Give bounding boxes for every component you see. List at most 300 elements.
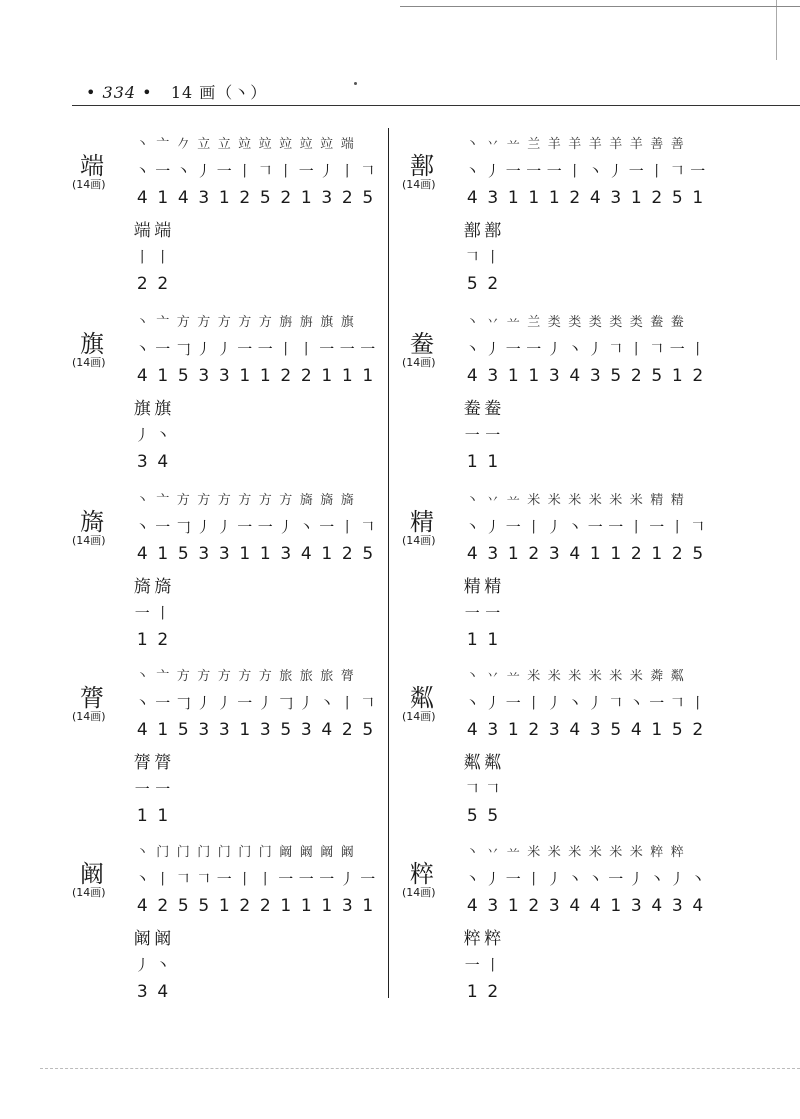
stroke-form-row xyxy=(132,306,378,334)
stroke-number-cell: 2 xyxy=(280,366,292,386)
stroke-number-cell: 1 xyxy=(507,188,519,208)
stroke-cell: 丿 xyxy=(216,517,232,536)
stroke-form-cell: 米 xyxy=(568,492,582,508)
stroke-number-cell: 3 xyxy=(218,720,230,740)
stroke-number-cell: 3 xyxy=(341,896,353,916)
stroke-cell: 𠃌 xyxy=(278,693,294,712)
stroke-number-cell: 5 xyxy=(198,896,210,916)
stroke-form-cell: 方 xyxy=(238,314,252,330)
stroke-order-continuation xyxy=(132,570,173,654)
stroke-form-cell: 丷 xyxy=(486,668,500,684)
stroke-number-cell: 3 xyxy=(487,544,499,564)
stroke-cell: 丨 xyxy=(669,517,685,536)
tail-form-cell: 旖 xyxy=(133,576,151,597)
stroke-number-cell: 2 xyxy=(692,366,704,386)
tail-form-row xyxy=(132,570,173,598)
stroke-number-cell: 2 xyxy=(239,188,251,208)
tail-stroke-row xyxy=(462,774,503,802)
stroke-form-cell: 旃 xyxy=(279,314,293,330)
stroke-number-cell: 3 xyxy=(487,188,499,208)
tail-stroke-cell: 一 xyxy=(464,955,480,974)
stroke-row xyxy=(132,688,378,716)
stroke-cell: 𠃍 xyxy=(360,161,376,180)
stroke-cell: 丨 xyxy=(526,517,542,536)
stroke-number-cell: 1 xyxy=(610,896,622,916)
stroke-number-cell: 1 xyxy=(239,720,251,740)
stroke-number-cell: 5 xyxy=(362,720,374,740)
stroke-cell: 一 xyxy=(649,693,665,712)
stroke-row xyxy=(462,512,708,540)
stroke-cell: 一 xyxy=(155,161,171,180)
stroke-form-cell: 丶 xyxy=(135,668,149,684)
stroke-cell: 一 xyxy=(237,517,253,536)
stroke-cell: 丨 xyxy=(237,161,253,180)
stroke-cell: 一 xyxy=(216,869,232,888)
stroke-number-cell: 1 xyxy=(362,366,374,386)
stroke-form-cell: 米 xyxy=(609,492,623,508)
tail-stroke-cell: 一 xyxy=(155,779,171,798)
stroke-number-cell: 5 xyxy=(362,188,374,208)
stroke-order-grid xyxy=(462,836,708,920)
tail-number-row xyxy=(132,626,173,654)
stroke-form-cell: 旅 xyxy=(320,668,334,684)
stroke-cell: 𠃍 xyxy=(608,693,624,712)
stroke-form-cell: 鲞 xyxy=(650,314,664,330)
stroke-form-cell: 竝 xyxy=(320,136,334,152)
stroke-order-grid xyxy=(462,660,708,744)
tail-form-row xyxy=(462,570,503,598)
tail-number-row xyxy=(132,270,173,298)
tail-number-cell: 2 xyxy=(487,274,499,294)
stroke-form-cell: 亠 xyxy=(156,492,170,508)
stroke-cell: 丿 xyxy=(628,869,644,888)
stroke-form-cell: 米 xyxy=(547,492,561,508)
tail-form-cell: 膂 xyxy=(133,752,151,773)
stroke-form-cell: 竝 xyxy=(299,136,313,152)
tail-form-cell: 端 xyxy=(133,220,151,241)
stroke-number-cell: 2 xyxy=(341,544,353,564)
stroke-cell: 丿 xyxy=(196,339,212,358)
stroke-number-cell: 3 xyxy=(671,896,683,916)
stroke-cell: 𠃍 xyxy=(360,693,376,712)
stroke-form-cell: 立 xyxy=(217,136,231,152)
stroke-row xyxy=(132,512,378,540)
stroke-form-cell: 膂 xyxy=(340,668,354,684)
stroke-form-row xyxy=(132,660,378,688)
stroke-number-cell: 1 xyxy=(239,366,251,386)
stroke-cell: 丶 xyxy=(319,693,335,712)
stroke-number-cell: 1 xyxy=(630,188,642,208)
char-entry xyxy=(72,660,382,830)
section-title: 14 画（丶） xyxy=(170,83,268,102)
tail-form-cell: 精 xyxy=(463,576,481,597)
scan-edge-line xyxy=(776,0,777,60)
stroke-form-cell: 竝 xyxy=(258,136,272,152)
stroke-cell: 一 xyxy=(587,517,603,536)
stroke-number-cell: 3 xyxy=(198,544,210,564)
char-entry xyxy=(402,484,712,654)
stroke-number-cell: 1 xyxy=(362,896,374,916)
stroke-cell: 丿 xyxy=(216,693,232,712)
stroke-form-cell: 粹 xyxy=(670,844,684,860)
stroke-row xyxy=(132,156,378,184)
stroke-cell: 𠃍 xyxy=(257,161,273,180)
stroke-form-cell: 门 xyxy=(258,844,272,860)
stroke-count-tag: (14画) xyxy=(72,886,106,899)
stroke-number-row xyxy=(132,540,378,568)
stroke-cell: 丿 xyxy=(216,339,232,358)
stroke-form-cell: 𠂊 xyxy=(176,136,190,152)
stroke-form-cell: 丶 xyxy=(465,844,479,860)
stroke-cell: 𠃍 xyxy=(608,339,624,358)
stroke-form-cell: 米 xyxy=(547,668,561,684)
stroke-cell: 一 xyxy=(319,517,335,536)
tail-form-row xyxy=(132,922,173,950)
stroke-number-cell: 1 xyxy=(157,544,169,564)
stroke-form-cell: 米 xyxy=(547,844,561,860)
stroke-cell: 丿 xyxy=(196,693,212,712)
page-header xyxy=(86,80,267,103)
stroke-form-cell: 门 xyxy=(217,844,231,860)
stroke-form-cell: 兰 xyxy=(527,136,541,152)
stroke-number-cell: 2 xyxy=(651,188,663,208)
stroke-cell: 一 xyxy=(237,339,253,358)
stroke-number-cell: 1 xyxy=(507,544,519,564)
stroke-number-cell: 1 xyxy=(157,188,169,208)
stroke-number-cell: 4 xyxy=(466,720,478,740)
stroke-form-cell: 竝 xyxy=(238,136,252,152)
stroke-form-cell: 方 xyxy=(258,492,272,508)
stroke-form-cell: 米 xyxy=(609,668,623,684)
tail-form-row xyxy=(462,746,503,774)
stroke-form-cell: 粹 xyxy=(650,844,664,860)
stroke-number-cell: 3 xyxy=(218,544,230,564)
stroke-cell: 丿 xyxy=(608,161,624,180)
stroke-order-grid xyxy=(132,660,378,744)
stroke-cell: 丶 xyxy=(134,517,150,536)
tail-form-row xyxy=(132,746,173,774)
stroke-form-cell: 方 xyxy=(238,668,252,684)
stroke-form-cell: 旖 xyxy=(340,492,354,508)
stroke-order-grid xyxy=(462,484,708,568)
stroke-cell: 𠃍 xyxy=(175,869,191,888)
stroke-cell: 一 xyxy=(257,339,273,358)
stroke-number-cell: 3 xyxy=(198,720,210,740)
stroke-cell: 丨 xyxy=(339,693,355,712)
stroke-form-cell: 门 xyxy=(156,844,170,860)
stroke-order-continuation xyxy=(462,746,503,830)
stroke-cell: 丨 xyxy=(628,339,644,358)
stroke-cell: 一 xyxy=(546,161,562,180)
entry-character: 精 xyxy=(410,508,434,536)
stroke-number-row xyxy=(132,892,378,920)
stroke-cell: 一 xyxy=(298,869,314,888)
stroke-form-cell: 方 xyxy=(197,668,211,684)
tail-stroke-cell: 一 xyxy=(485,425,501,444)
stroke-form-cell: 类 xyxy=(547,314,561,330)
tail-number-cell: 2 xyxy=(487,982,499,1002)
stroke-number-cell: 3 xyxy=(548,544,560,564)
stroke-cell: 一 xyxy=(649,517,665,536)
tail-number-row xyxy=(132,802,173,830)
stroke-number-cell: 3 xyxy=(198,188,210,208)
stroke-number-cell: 4 xyxy=(589,896,601,916)
stroke-form-cell: 米 xyxy=(568,668,582,684)
stroke-row xyxy=(462,156,708,184)
column-divider xyxy=(388,128,389,998)
stroke-cell: 丶 xyxy=(134,339,150,358)
stroke-number-cell: 1 xyxy=(259,366,271,386)
stroke-number-cell: 1 xyxy=(321,896,333,916)
stroke-order-grid xyxy=(462,128,708,212)
tail-form-cell: 精 xyxy=(484,576,502,597)
stroke-cell: 一 xyxy=(608,869,624,888)
stroke-form-cell: 旅 xyxy=(299,668,313,684)
stroke-form-cell: 丶 xyxy=(135,314,149,330)
stroke-cell: 丶 xyxy=(464,693,480,712)
tail-number-cell: 5 xyxy=(487,806,499,826)
stroke-order-continuation xyxy=(462,214,503,298)
tail-number-row xyxy=(462,448,503,476)
stroke-number-cell: 3 xyxy=(589,720,601,740)
stroke-cell: 丶 xyxy=(587,161,603,180)
stroke-form-cell: 旅 xyxy=(279,668,293,684)
tail-number-cell: 1 xyxy=(487,630,499,650)
stroke-number-cell: 2 xyxy=(630,366,642,386)
top-rule xyxy=(400,6,800,7)
tail-form-cell: 鲞 xyxy=(484,398,502,419)
stroke-cell: 丿 xyxy=(319,161,335,180)
stroke-cell: 丨 xyxy=(649,161,665,180)
tail-stroke-row xyxy=(132,598,173,626)
stroke-form-cell: 䒑 xyxy=(506,136,520,152)
stroke-number-cell: 1 xyxy=(671,366,683,386)
stroke-form-cell: 类 xyxy=(588,314,602,330)
stroke-form-cell: 方 xyxy=(279,492,293,508)
stroke-cell: 丿 xyxy=(587,693,603,712)
stroke-form-cell: 方 xyxy=(217,668,231,684)
stroke-cell: 一 xyxy=(690,161,706,180)
tail-form-row xyxy=(462,392,503,420)
stroke-cell: 丶 xyxy=(298,517,314,536)
stroke-cell: 𠃍 xyxy=(360,517,376,536)
stroke-number-cell: 5 xyxy=(610,366,622,386)
stroke-cell: 一 xyxy=(505,517,521,536)
stroke-form-cell: 丷 xyxy=(486,492,500,508)
stroke-cell: 一 xyxy=(505,339,521,358)
stroke-cell: 𠃍 xyxy=(649,339,665,358)
stroke-number-cell: 5 xyxy=(692,544,704,564)
stroke-number-cell: 3 xyxy=(198,366,210,386)
char-entry xyxy=(402,128,712,298)
tail-form-cell: 膂 xyxy=(154,752,172,773)
stroke-number-cell: 1 xyxy=(507,896,519,916)
stroke-form-cell: 旗 xyxy=(340,314,354,330)
stroke-number-cell: 2 xyxy=(528,720,540,740)
stroke-form-cell: 丶 xyxy=(465,492,479,508)
tail-form-cell: 旗 xyxy=(154,398,172,419)
tail-number-row xyxy=(132,978,173,1006)
stroke-form-cell: 亠 xyxy=(156,314,170,330)
tail-stroke-row xyxy=(462,950,503,978)
stroke-number-cell: 3 xyxy=(487,720,499,740)
stroke-number-cell: 4 xyxy=(136,896,148,916)
stroke-form-cell: 丶 xyxy=(465,668,479,684)
tail-stroke-cell: 一 xyxy=(464,425,480,444)
stroke-order-continuation xyxy=(462,570,503,654)
stroke-cell: 一 xyxy=(319,869,335,888)
stroke-count-tag: (14画) xyxy=(402,886,436,899)
entry-character: 鄯 xyxy=(410,152,434,180)
stroke-number-cell: 2 xyxy=(239,896,251,916)
stroke-number-cell: 3 xyxy=(259,720,271,740)
stroke-number-cell: 2 xyxy=(569,188,581,208)
stroke-cell: 丶 xyxy=(464,161,480,180)
stroke-order-grid xyxy=(462,306,708,390)
stroke-number-cell: 2 xyxy=(671,544,683,564)
stroke-number-cell: 4 xyxy=(569,366,581,386)
bottom-rule xyxy=(40,1068,800,1069)
stroke-form-cell: 米 xyxy=(527,492,541,508)
stroke-order-continuation xyxy=(462,392,503,476)
entry-character: 粹 xyxy=(410,860,434,888)
stroke-form-cell: 米 xyxy=(609,844,623,860)
tail-stroke-row xyxy=(462,242,503,270)
stroke-number-cell: 4 xyxy=(569,720,581,740)
stroke-form-cell: 方 xyxy=(176,668,190,684)
stroke-number-cell: 5 xyxy=(671,720,683,740)
stroke-number-cell: 1 xyxy=(321,366,333,386)
stroke-form-cell: 粼 xyxy=(670,668,684,684)
stroke-order-grid xyxy=(132,128,378,212)
stroke-order-continuation xyxy=(132,746,173,830)
tail-stroke-cell: 丨 xyxy=(155,603,171,622)
char-entry xyxy=(72,306,382,476)
stroke-cell: 一 xyxy=(155,693,171,712)
tail-number-cell: 4 xyxy=(157,982,169,1002)
stroke-form-cell: 方 xyxy=(258,314,272,330)
stroke-number-cell: 3 xyxy=(630,896,642,916)
stroke-cell: 一 xyxy=(278,869,294,888)
stroke-cell: 丨 xyxy=(526,869,542,888)
stroke-count-tag: (14画) xyxy=(402,534,436,547)
tail-number-row xyxy=(462,626,503,654)
stroke-form-row xyxy=(462,660,708,688)
stroke-order-continuation xyxy=(462,922,503,1006)
stroke-number-cell: 1 xyxy=(610,544,622,564)
stroke-form-cell: 䒑 xyxy=(506,314,520,330)
stroke-cell: 丶 xyxy=(690,869,706,888)
stroke-cell: 丨 xyxy=(339,161,355,180)
tail-form-cell: 端 xyxy=(154,220,172,241)
stroke-form-cell: 方 xyxy=(238,492,252,508)
stroke-number-cell: 1 xyxy=(157,366,169,386)
stroke-cell: 𠃌 xyxy=(175,517,191,536)
stroke-cell: 丿 xyxy=(546,693,562,712)
stroke-cell: 丶 xyxy=(134,161,150,180)
stroke-form-cell: 方 xyxy=(197,314,211,330)
stroke-row xyxy=(462,688,708,716)
stroke-cell: 丨 xyxy=(690,339,706,358)
tail-stroke-cell: 丶 xyxy=(155,425,171,444)
stroke-number-cell: 2 xyxy=(341,720,353,740)
stroke-number-cell: 1 xyxy=(507,366,519,386)
stroke-form-row xyxy=(462,836,708,864)
stroke-cell: 𠃍 xyxy=(196,869,212,888)
stroke-number-cell: 4 xyxy=(569,896,581,916)
stroke-form-cell: 丷 xyxy=(486,314,500,330)
stroke-form-cell: 粦 xyxy=(650,668,664,684)
stroke-number-cell: 1 xyxy=(239,544,251,564)
stroke-cell: 丿 xyxy=(298,693,314,712)
tail-number-row xyxy=(462,802,503,830)
stroke-number-cell: 4 xyxy=(466,188,478,208)
tail-form-row xyxy=(462,922,503,950)
stroke-form-cell: 米 xyxy=(527,844,541,860)
tail-number-row xyxy=(132,448,173,476)
stroke-form-cell: 亠 xyxy=(156,136,170,152)
stroke-cell: 𠃍 xyxy=(690,517,706,536)
stroke-number-cell: 3 xyxy=(280,544,292,564)
tail-stroke-cell: 丨 xyxy=(155,247,171,266)
stroke-cell: 丨 xyxy=(278,339,294,358)
stroke-form-cell: 善 xyxy=(670,136,684,152)
stroke-form-cell: 精 xyxy=(670,492,684,508)
entry-character: 膂 xyxy=(80,684,104,712)
stroke-number-cell: 4 xyxy=(466,544,478,564)
entry-character: 鲞 xyxy=(410,330,434,358)
tail-number-cell: 1 xyxy=(466,630,478,650)
stroke-form-cell: 阚 xyxy=(320,844,334,860)
entry-character: 旖 xyxy=(80,508,104,536)
stroke-count-tag: (14画) xyxy=(402,178,436,191)
stroke-cell: 一 xyxy=(360,339,376,358)
stroke-cell: 一 xyxy=(155,339,171,358)
tail-form-cell: 阚 xyxy=(133,928,151,949)
tail-form-cell: 粹 xyxy=(463,928,481,949)
tail-number-row xyxy=(462,978,503,1006)
stroke-form-cell: 丶 xyxy=(465,136,479,152)
tail-number-cell: 3 xyxy=(136,982,148,1002)
stroke-form-cell: 米 xyxy=(588,492,602,508)
stroke-number-cell: 4 xyxy=(589,188,601,208)
stroke-cell: 丶 xyxy=(464,517,480,536)
entry-character: 粼 xyxy=(410,684,434,712)
stroke-cell: 一 xyxy=(526,161,542,180)
stroke-form-cell: 羊 xyxy=(588,136,602,152)
stroke-number-cell: 1 xyxy=(259,544,271,564)
stroke-number-cell: 2 xyxy=(157,896,169,916)
stroke-cell: 丶 xyxy=(464,869,480,888)
stroke-form-cell: 米 xyxy=(629,492,643,508)
tail-stroke-cell: 一 xyxy=(134,779,150,798)
stroke-order-continuation xyxy=(132,214,173,298)
char-entry xyxy=(402,306,712,476)
stroke-cell: 𠃌 xyxy=(175,693,191,712)
stroke-form-cell: 精 xyxy=(650,492,664,508)
stroke-cell: 一 xyxy=(339,339,355,358)
stroke-number-cell: 4 xyxy=(569,544,581,564)
stroke-count-tag: (14画) xyxy=(72,178,106,191)
stroke-number-cell: 3 xyxy=(321,188,333,208)
stroke-cell: 丨 xyxy=(628,517,644,536)
stroke-cell: 丶 xyxy=(134,869,150,888)
stroke-count-tag: (14画) xyxy=(402,356,436,369)
stroke-number-cell: 1 xyxy=(548,188,560,208)
stroke-number-cell: 5 xyxy=(177,366,189,386)
stroke-cell: 一 xyxy=(298,161,314,180)
stroke-cell: 丨 xyxy=(155,869,171,888)
